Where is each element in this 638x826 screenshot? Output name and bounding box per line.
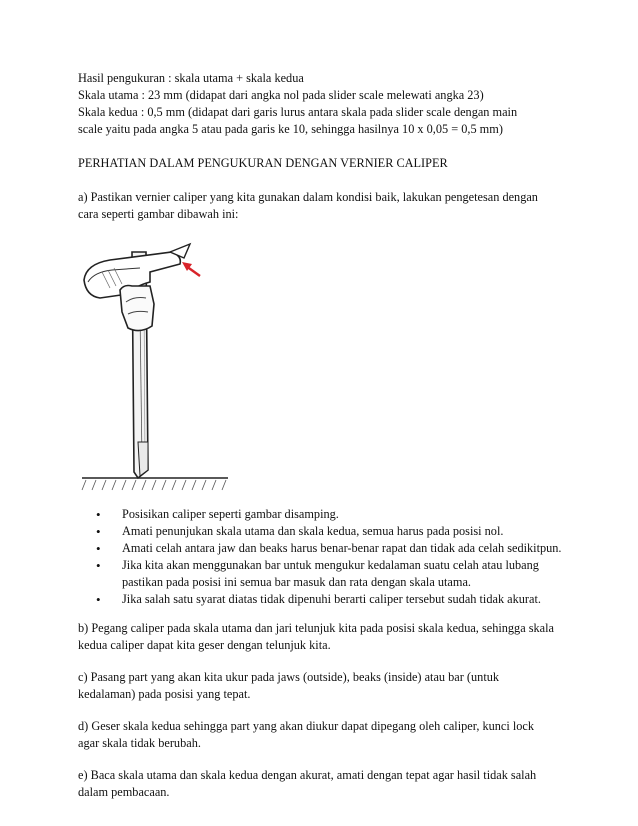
list-item: • Jika kita akan menggunakan bar untuk mengukur kedalaman suatu celah atau lubang pastikan pada posisi ini semua bar masuk dan rata dengan skala utama. <box>122 557 578 591</box>
second-scale-line: Skala kedua : 0,5 mm (didapat dari garis lurus antara skala pada slider scale dengan main <box>78 105 518 119</box>
document-page <box>78 70 578 801</box>
step-d-line-1: d) Geser skala kedua sehingga part yang akan diukur dapat dipegang oleh caliper, kunci lock <box>78 719 535 733</box>
step-b-line-1: b) Pegang caliper pada skala utama dan jari telunjuk kita pada posisi skala kedua, sehingga skala <box>78 621 555 635</box>
step-d-line-2: agar skala tidak berubah. <box>78 736 201 750</box>
step-e <box>78 767 578 801</box>
checklist <box>78 506 578 608</box>
step-e-line-2: dalam pembacaan. <box>78 785 170 799</box>
main-scale-line: Skala utama : 23 mm (didapat dari angka nol pada slider scale melewati angka 23) <box>78 88 484 102</box>
step-b <box>78 620 578 654</box>
step-d <box>78 718 578 752</box>
result-line: Hasil pengukuran : skala utama + skala kedua <box>78 71 304 85</box>
step-e-line-1: e) Baca skala utama dan skala kedua dengan akurat, amati dengan tepat agar hasil tidak salah <box>78 768 537 782</box>
vernier-caliper-illustration-icon <box>80 242 230 494</box>
red-arrow-icon <box>182 262 200 276</box>
step-a-line-2: cara seperti gambar dibawah ini: <box>78 207 239 221</box>
second-scale-line-cont: scale yaitu pada angka 5 atau pada garis ke 10, sehingga hasilnya 10 x 0,05 = 0,5 mm) <box>78 122 503 136</box>
step-c-line-2: kedalaman) pada posisi yang tepat. <box>78 687 251 701</box>
list-item: • Jika salah satu syarat diatas tidak dipenuhi berarti caliper tersebut sudah tidak akurat. <box>122 591 578 608</box>
list-item: • Amati penunjukan skala utama dan skala kedua, semua harus pada posisi nol. <box>122 523 578 540</box>
step-c <box>78 669 578 703</box>
step-b-line-2: kedua caliper dapat kita geser dengan telunjuk kita. <box>78 638 331 652</box>
list-item: • Amati celah antara jaw dan beaks harus benar-benar rapat dan tidak ada celah sedikitpun. <box>122 540 578 557</box>
step-a-line-1: a) Pastikan vernier caliper yang kita gunakan dalam kondisi baik, lakukan pengetesan dengan <box>78 190 538 204</box>
list-item: • Posisikan caliper seperti gambar disamping. <box>122 506 578 523</box>
measurement-result-block <box>78 70 578 138</box>
section-heading: PERHATIAN DALAM PENGUKURAN DENGAN VERNIER CALIPER <box>78 156 448 170</box>
step-c-line-1: c) Pasang part yang akan kita ukur pada jaws (outside), beaks (inside) atau bar (untuk <box>78 670 500 684</box>
step-a <box>78 189 578 223</box>
